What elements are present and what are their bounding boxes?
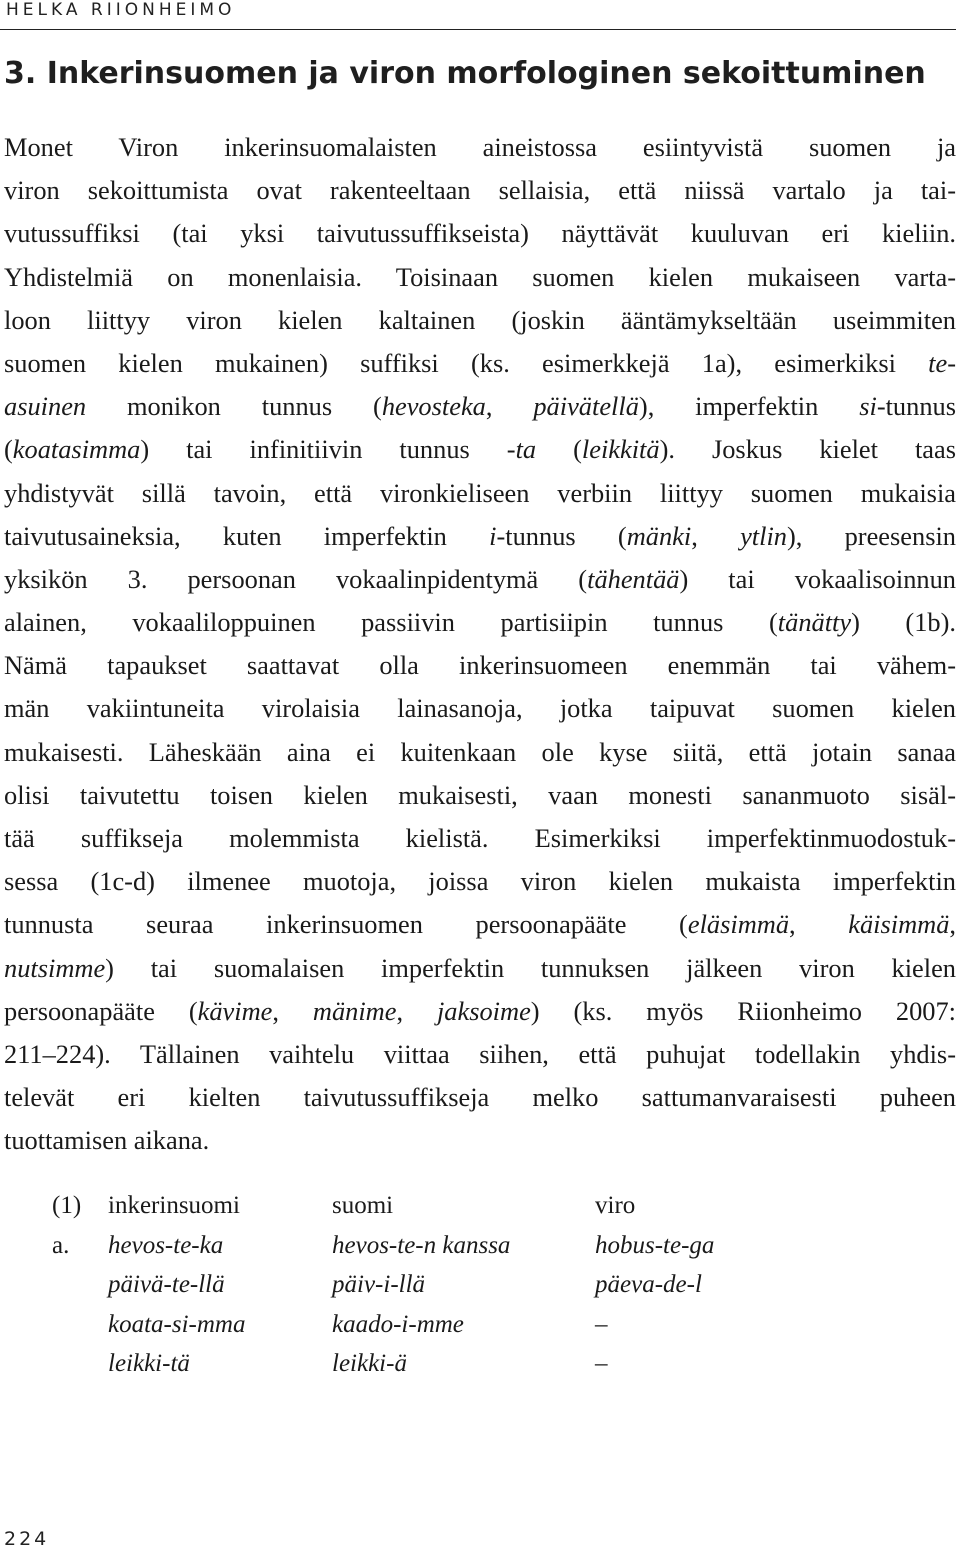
text-segment: persoonapääte (: [4, 995, 198, 1026]
paragraph-line: [4, 731, 956, 774]
italic-term: koatasimma: [12, 434, 141, 465]
text-segment: mukaisesti. Läheskään aina ei kuitenkaan ole kyse siitä, että jotain sanaa: [4, 736, 956, 767]
text-segment: vutussuffiksi (tai yksi taivutussuffikseista) näyttävät kuuluvan eri kieliin.: [4, 218, 956, 249]
text-segment: ), imperfektin: [638, 391, 860, 422]
paragraph-line: [4, 1076, 956, 1119]
text-segment: monikon tunnus (: [86, 391, 382, 422]
text-segment: män vakiintuneita virolaisia lainasanoja, jotka taipuvat suomen kielen: [4, 693, 956, 724]
italic-term: si: [859, 391, 877, 422]
paragraph-line: [4, 1119, 956, 1162]
running-head: HELKA RIIONHEIMO: [6, 0, 236, 20]
paragraph-line: [4, 903, 956, 946]
example-row-label: a.: [52, 1231, 70, 1259]
text-segment: televät eri kielten taivutussuffikseja melko sattumanvaraisesti puheen: [4, 1082, 956, 1113]
example-cell-inkerinsuomi: koata-si-mma: [108, 1310, 246, 1338]
example-cell-suomi: kaado-i-mme: [332, 1310, 464, 1338]
italic-term: i: [489, 520, 497, 551]
paragraph-line: [4, 601, 956, 644]
text-segment: yksikön 3. persoonan vokaalinpidentymä (: [4, 563, 588, 594]
paragraph-line: [4, 428, 956, 471]
column-header-viro: viro: [595, 1192, 636, 1219]
paragraph-line: [4, 515, 956, 558]
page-number: 224: [4, 1528, 50, 1550]
italic-term: ta: [515, 434, 537, 465]
example-cell-suomi: hevos-te-n kanssa: [332, 1231, 511, 1259]
paragraph-line: [4, 472, 956, 515]
text-segment: (: [4, 434, 13, 465]
paragraph-line: [4, 817, 956, 860]
paragraph-line: [4, 1033, 956, 1076]
text-segment: olisi taivutettu toisen kielen mukaisesti, vaan monesti sananmuoto sisäl-: [4, 779, 956, 810]
paragraph-line: [4, 126, 956, 169]
text-segment: tää suffikseja molemmista kielistä. Esimerkiksi imperfektinmuodostuk-: [4, 823, 956, 853]
text-segment: viron sekoittumista ovat rakenteeltaan sellaisia, että niissä vartalo ja tai-: [4, 175, 956, 206]
italic-term: te-: [928, 347, 956, 378]
text-segment: ,: [396, 995, 437, 1026]
text-segment: ) (ks. myös Riionheimo 2007:: [530, 995, 956, 1026]
example-cell-inkerinsuomi: hevos-te-ka: [108, 1231, 224, 1259]
paragraph-line: [4, 947, 956, 990]
paragraph-line: [4, 990, 956, 1033]
italic-term: asuinen: [4, 391, 87, 422]
example-cell-suomi: päiv-i-llä: [332, 1271, 426, 1298]
text-segment: yhdistyvät sillä tavoin, että vironkieliseen verbiin liittyy suomen mukaisia: [4, 477, 956, 508]
italic-term: kävime: [197, 995, 273, 1026]
text-segment: ) (1b).: [851, 607, 956, 638]
column-header-inkerinsuomi: inkerinsuomi: [108, 1192, 240, 1219]
column-header-suomi: suomi: [332, 1192, 394, 1219]
text-segment: Nämä tapaukset saattavat olla inkerinsuomeen enemmän tai vähem-: [4, 650, 956, 681]
text-segment: -tunnus (: [496, 520, 627, 551]
italic-term: mänki: [626, 520, 692, 551]
text-segment: -tunnus: [876, 391, 956, 422]
header-rule: [0, 29, 956, 30]
text-segment: ). Joskus kielet taas: [659, 434, 956, 465]
italic-term: päivätellä: [533, 391, 639, 422]
example-cell-viro: –: [595, 1310, 608, 1338]
text-segment: ), preesensin: [786, 520, 956, 551]
paragraph-line: [4, 342, 956, 385]
text-segment: ,: [691, 520, 741, 551]
text-segment: ) tai vokaalisoinnun: [679, 563, 956, 594]
text-segment: ,: [789, 909, 849, 940]
italic-term: eläsimmä: [687, 909, 790, 940]
italic-term: tähentää: [587, 563, 680, 594]
example-cell-suomi: leikki-ä: [332, 1350, 407, 1377]
text-segment: Monet Viron inkerinsuomalaisten aineistossa esiintyvistä suomen ja: [4, 132, 956, 162]
italic-term: tänätty: [777, 607, 852, 638]
text-segment: 211–224). Tällainen vaihtelu viittaa siihen, että puhujat todellakin yhdis-: [4, 1038, 956, 1069]
text-segment: ) tai infinitiivin tunnus -: [140, 434, 516, 465]
text-segment: Yhdistelmiä on monenlaisia. Toisinaan suomen kielen mukaiseen varta-: [4, 261, 956, 292]
text-segment: taivutusaineksia, kuten imperfektin: [4, 520, 490, 551]
text-segment: ,: [949, 909, 956, 940]
paragraph-line: [4, 644, 956, 687]
paragraph-line: [4, 212, 956, 255]
example-cell-viro: päeva-de-l: [595, 1271, 702, 1298]
italic-term: leikkitä: [581, 434, 660, 465]
italic-term: jaksoime: [436, 995, 531, 1026]
example-cell-inkerinsuomi: leikki-tä: [108, 1350, 190, 1377]
text-segment: ,: [485, 391, 534, 422]
text-segment: ) tai suomalaisen imperfektin tunnuksen jälkeen viron kielen: [105, 952, 956, 983]
body-paragraph: [4, 126, 956, 1163]
paragraph-line: [4, 558, 956, 601]
text-segment: loon liittyy viron kielen kaltainen (joskin ääntämykseltään useimmiten: [4, 304, 956, 335]
italic-term: ytlin: [740, 520, 787, 551]
text-segment: tuottamisen aikana.: [4, 1125, 210, 1156]
example-number: (1): [52, 1192, 82, 1219]
paragraph-line: [4, 299, 956, 342]
example-cell-viro: hobus-te-ga: [595, 1231, 715, 1259]
paragraph-line: [4, 169, 956, 212]
section-heading: 3. Inkerinsuomen ja viron morfologinen sekoittuminen: [4, 56, 926, 91]
italic-term: nutsimme: [4, 952, 106, 983]
text-segment: tunnusta seuraa inkerinsuomen persoonapääte (: [4, 909, 688, 940]
paragraph-line: [4, 774, 956, 817]
italic-term: hevosteka: [381, 391, 486, 422]
example-cell-inkerinsuomi: päivä-te-llä: [108, 1271, 225, 1298]
paragraph-line: [4, 860, 956, 903]
text-segment: suomen kielen mukainen) suffiksi (ks. esimerkkejä 1a), esimerkiksi: [4, 347, 929, 378]
paragraph-line: [4, 385, 956, 428]
example-cell-viro: –: [595, 1350, 608, 1377]
italic-term: mänime: [312, 995, 397, 1026]
text-segment: sessa (1c-d) ilmenee muotoja, joissa viron kielen mukaista imperfektin: [4, 866, 956, 897]
paragraph-line: [4, 256, 956, 299]
text-segment: (: [536, 434, 582, 465]
italic-term: käisimmä: [848, 909, 950, 940]
paragraph-line: [4, 687, 956, 730]
text-segment: alainen, vokaaliloppuinen passiivin partisiipin tunnus (: [4, 607, 778, 638]
text-segment: ,: [272, 995, 313, 1026]
